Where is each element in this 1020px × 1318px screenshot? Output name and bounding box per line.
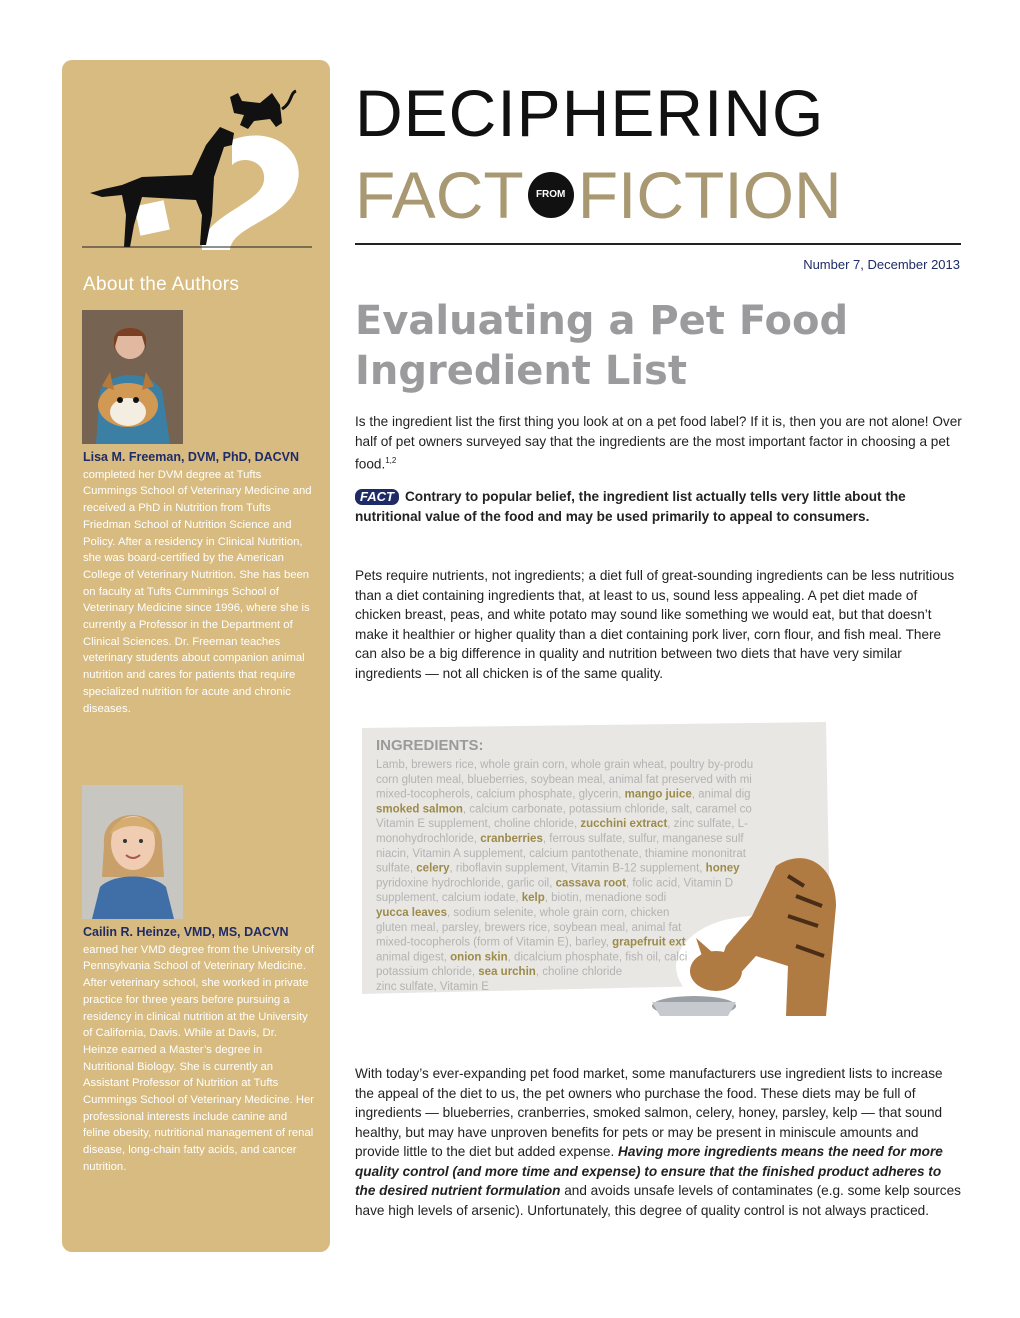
ingredient-line: sulfate, celery, riboflavin supplement, Vitamin B-12 supplement, honey: [376, 862, 740, 875]
ingredient-line: mixed-tocopherols (form of Vitamin E), barley, grapefruit ext: [376, 936, 686, 949]
dog-cat-question-mark-logo: [82, 85, 312, 255]
ingredient-line: Vitamin E supplement, choline chloride, zucchini extract, zinc sulfate, L-: [376, 818, 748, 831]
fact-badge: FACT: [355, 489, 399, 505]
ingredient-line: potassium chloride, sea urchin, choline chloride: [376, 966, 623, 979]
article-paragraph-1: Pets require nutrients, not ingredients; a diet full of great-sounding ingredients can be less nutritious than a diet containing ingredients that, at least to us, sound less appealing. A pet diet made of chicken breast, peas, and white potato may sound like something we would eat, but that doesn’t make it healthier or higher quality than a diet containing pork liver, corn flour, and fish meal. There can also be a big difference in quality and nutrition between two diets that have very similar ingredients — not all chicken is of the same quality.: [355, 568, 955, 681]
ingredient-line: yucca leaves, sodium selenite, whole grain corn, chicken: [376, 907, 670, 919]
article-title: Evaluating a Pet Food Ingredient List: [355, 298, 849, 394]
author1-bio: completed her DVM degree at Tufts Cummings School of Veterinary Medicine and received a PhD in Nutrition from Tufts Friedman School of Nutrition Science and Policy. After a residency in Clinical Nutrition, she was board-certified by the American College of Veterinary Nutrition. She has been on faculty at Tufts Cummings School of Veterinary Medicine since 1996, where she is currently a Professor in the Department of Clinical Sciences. Dr. Freeman teaches veterinary students about companion animal nutrition and cares for patients that require specialized nutrition for acute and chronic diseases.: [83, 468, 312, 715]
ingredient-line: niacin, Vitamin A supplement, calcium pantothenate, thiamine mononitrat: [376, 847, 746, 860]
fact-text: Contrary to popular belief, the ingredient list actually tells very little about the nutritional value of the food and may be used primarily to appeal to consumers.: [355, 489, 906, 524]
ingredient-line: pyridoxine hydrochloride, garlic oil, cassava root, folic acid, Vitamin D: [376, 877, 734, 890]
author2-photo: [82, 785, 183, 919]
author1-photo: [82, 310, 183, 444]
ingredient-line: supplement, calcium iodate, kelp, biotin, menadione sodi: [376, 892, 667, 905]
ingredients-label-image: [356, 716, 836, 1016]
ingredient-line: monohydrochloride, cranberries, ferrous sulfate, sulfur, manganese sulf: [376, 833, 744, 845]
masthead-fact-from-fiction: [355, 160, 842, 230]
ingredient-line: zinc sulfate, Vitamin E: [376, 981, 489, 993]
masthead-fiction: FICTION: [577, 158, 842, 232]
author1-name: Lisa M. Freeman, DVM, PhD, DACVN: [83, 450, 300, 464]
ingredients-svg: [356, 716, 836, 1016]
masthead-divider: [355, 243, 961, 245]
author2-name: Cailin R. Heinze, VMD, MS, DACVN: [83, 925, 289, 939]
para2-end: and avoids unsafe levels of contaminates (e.g. some kelp sources have high levels of arsenic). Unfortunately, this degree of quality control is not always practiced.: [355, 1183, 961, 1218]
ingredient-line: Lamb, brewers rice, whole grain corn, whole grain wheat, poultry by-produ: [376, 759, 754, 771]
author2-bio: earned her VMD degree from the University of Pennsylvania School of Veterinary Medicine. After veterinary school, she worked in private practice for three years before pursuing a residency in clinical nutrition at the University of California, Davis. While at Davis, Dr. Heinze earned a Master’s degree in Nutritional Biology. She is currently an Assistant Professor of Nutrition at Tufts Cummings School of Veterinary Medicine. Her professional interests include canine and feline obesity, nutritional management of renal disease, long-chain fatty acids, and cancer nutrition.: [83, 943, 315, 1173]
para2-start: With today’s ever-expanding pet food market, some manufacturers use ingredient lists to increase the appeal of the diet to us, the pet owners who purchase the food. These diets may be full of ingredients — blueberries, cranberries, smoked salmon, celery, honey, parsley, kelp — that sound healthy, but may have unproven benefits for pets or may be present in miniscule amounts and provide little to the diet but added expense.: [355, 1066, 943, 1159]
ingredients-heading: INGREDIENTS:: [376, 737, 484, 754]
masthead-deciphering: DECIPHERING: [355, 76, 825, 150]
masthead-fact: FACT: [355, 158, 524, 232]
fact-callout: [355, 487, 965, 526]
article-intro: [355, 412, 965, 474]
issue-number: Number 7, December 2013: [803, 257, 960, 272]
ingredient-line: smoked salmon, calcium carbonate, potassium chloride, salt, caramel co: [376, 803, 752, 816]
intro-reference: 1,2: [385, 456, 397, 465]
masthead-from-badge: FROM: [528, 172, 574, 218]
author1-bio-block: [83, 449, 315, 717]
ingredient-line: corn gluten meal, blueberries, soybean meal, animal fat preserved with mi: [376, 773, 752, 786]
para2-emphasis: Having more ingredients means the need for more quality control (and more time and expense) to ensure that the finished product adheres to the desired nutrient formulation: [355, 1144, 943, 1198]
ingredient-line: gluten meal, parsley, brewers rice, soybean meal, animal fat: [376, 921, 682, 934]
ingredient-line: animal digest, onion skin, dicalcium phosphate, fish oil, calci: [376, 951, 688, 964]
article-paragraph-2: [355, 1064, 965, 1220]
author2-bio-block: [83, 924, 315, 1176]
intro-text: Is the ingredient list the first thing you look at on a pet food label? If it is, then you are not alone! Over half of pet owners surveyed say that the ingredients are the most important factor in choosing a pet food.: [355, 414, 962, 472]
about-authors-heading: About the Authors: [83, 274, 240, 295]
ingredient-line: mixed-tocopherols, calcium phosphate, glycerin, mango juice, animal dig: [376, 788, 751, 801]
